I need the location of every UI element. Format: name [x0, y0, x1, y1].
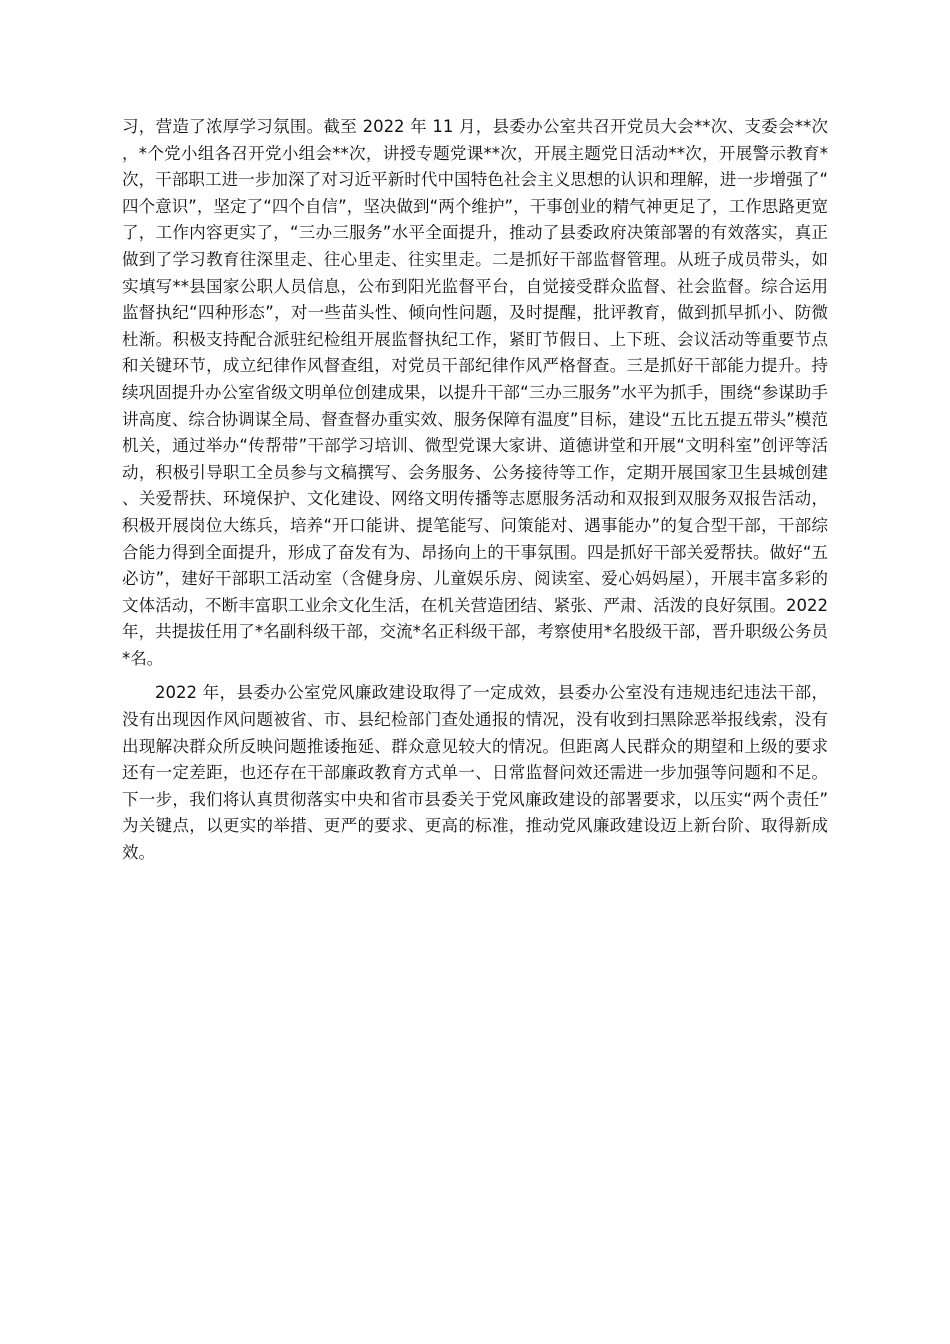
- document-body: [122, 114, 828, 867]
- paragraph-party-building-work: 习，营造了浓厚学习氛围。截至 2022 年 11 月，县委办公室共召开党员大会**次、支委会**次，*个党小组各召开党小组会**次，讲授专题党课**次，开展主题党日活动**次，开展警示教育*次，干部职工进一步加深了对习近平新时代中国特色社会主义思想的认识和理解，进一步增强了“四个意识”，坚定了“四个自信”，坚决做到“两个维护”，干事创业的精气神更足了，工作思路更宽了，工作内容更实了，“三办三服务”水平全面提升，推动了县委政府决策部署的有效落实，真正做到了学习教育往深里走、往心里走、往实里走。二是抓好干部监督管理。从班子成员带头，如实填写**县国家公职人员信息，公布到阳光监督平台，自觉接受群众监督、社会监督。综合运用监督执纪“四种形态”，对一些苗头性、倾向性问题，及时提醒，批评教育，做到抓早抓小、防微杜渐。积极支持配合派驻纪检组开展监督执纪工作，紧盯节假日、上下班、会议活动等重要节点和关键环节，成立纪律作风督查组，对党员干部纪律作风严格督查。三是抓好干部能力提升。持续巩固提升办公室省级文明单位创建成果，以提升干部“三办三服务”水平为抓手，围绕“参谋助手讲高度、综合协调谋全局、督查督办重实效、服务保障有温度”目标，建设“五比五提五带头”模范机关，通过举办“传帮带”干部学习培训、微型党课大家讲、道德讲堂和开展“文明科室”创评等活动，积极引导职工全员参与文稿撰写、会务服务、公务接待等工作，定期开展国家卫生县城创建、关爱帮扶、环境保护、文化建设、网络文明传播等志愿服务活动和双报到双服务双报告活动，积极开展岗位大练兵，培养“开口能讲、提笔能写、问策能对、遇事能办”的复合型干部，干部综合能力得到全面提升，形成了奋发有为、昂扬向上的干事氛围。四是抓好干部关爱帮扶。做好“五必访”，建好干部职工活动室（含健身房、儿童娱乐房、阅读室、爱心妈妈屋），开展丰富多彩的文体活动，不断丰富职工业余文化生活，在机关营造团结、紧张、严肃、活泼的良好氛围。2022 年，共提拔任用了*名副科级干部，交流*名正科级干部，考察使用*名股级干部，晋升职级公务员*名。: [122, 117, 828, 668]
- paragraph-integrity-summary: 2022 年，县委办公室党风廉政建设取得了一定成效，县委办公室没有违规违纪违法干部，没有出现因作风问题被省、市、县纪检部门查处通报的情况，没有收到扫黑除恶举报线索，没有出现解决群众所反映问题推诿拖延、群众意见较大的情况。但距离人民群众的期望和上级的要求还有一定差距，也还存在干部廉政教育方式单一、日常监督问效还需进一步加强等问题和不足。下一步，我们将认真贯彻落实中央和省市县委关于党风廉政建设的部署要求，以压实“两个责任”为关键点，以更实的举措、更严的要求、更高的标准，推动党风廉政建设迈上新台阶、取得新成效。: [122, 683, 828, 863]
